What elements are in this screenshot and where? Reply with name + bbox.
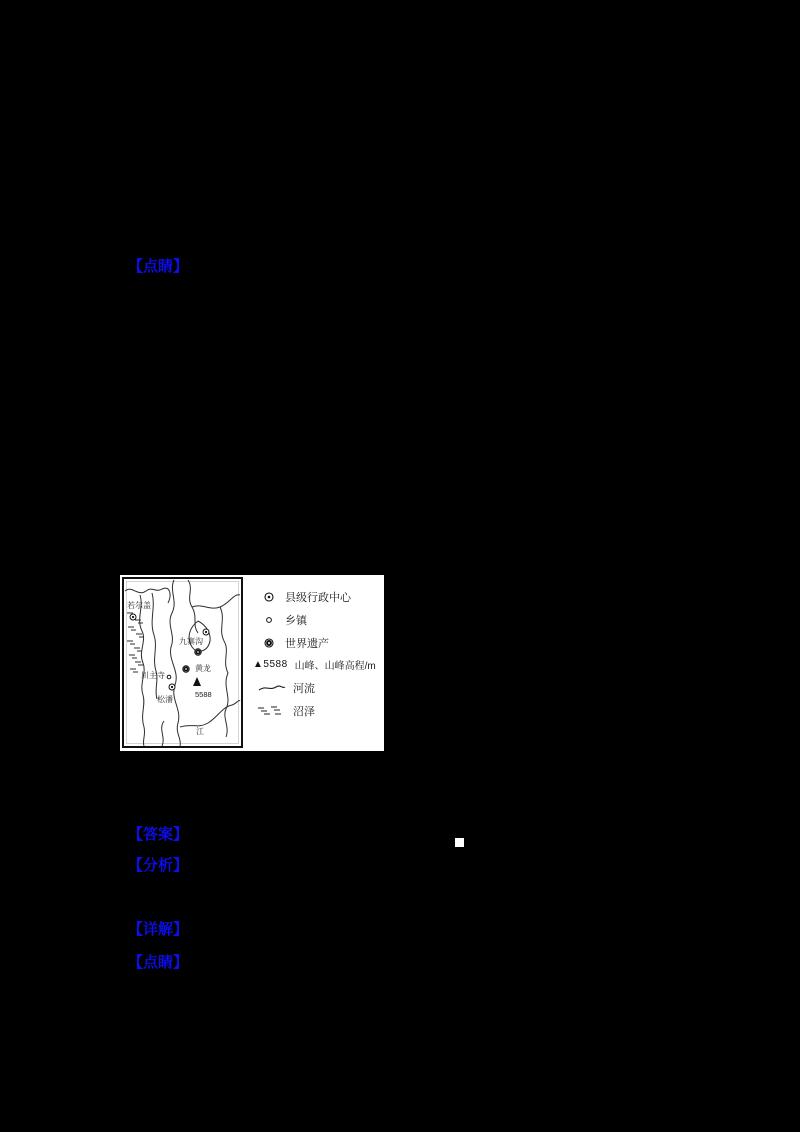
legend-row-county-center [260,589,351,605]
analysis-marker: 【分析】 [128,858,189,874]
label-river-jiang: 江 [196,727,204,736]
tip-marker: 【点睛】 [128,955,189,971]
map-figure [120,575,384,751]
legend-label-township: 乡镇 [285,615,307,627]
answer-marker: 【答案】 [128,827,189,843]
detail-marker: 【详解】 [128,922,189,938]
township-icon [260,614,278,626]
label-chuanzhusi: 川主寺 [141,671,165,680]
legend-row-marsh [256,703,315,719]
label-huanglong: 黄龙 [195,664,211,673]
legend-row-township [260,612,307,628]
legend-label-peak: 山峰、山峰高程/m [294,661,376,672]
label-peak-elevation: 5588 [195,690,212,699]
label-jiuzhaigou: 九寨沟 [179,637,203,646]
previous-tip-marker: 【点睛】 [128,259,189,275]
county-center-icon [260,591,278,603]
legend-label-world-heritage: 世界遗产 [285,638,329,650]
peak-elevation-icon: ▲5588 [253,659,288,670]
marsh-icon [256,704,286,718]
label-songpan: 松潘 [157,695,173,704]
legend-label-county-center: 县级行政中心 [285,592,351,604]
answer-highlight-marker [455,838,464,847]
legend-row-river [258,680,315,696]
map-legend [120,575,384,751]
legend-row-world-heritage [260,635,329,651]
world-heritage-icon [260,637,278,649]
label-zoige: 若尔盖 [127,601,151,610]
legend-row-peak [253,657,376,672]
legend-label-marsh: 沼泽 [293,706,315,718]
river-icon [258,683,286,693]
legend-label-river: 河流 [293,683,315,695]
